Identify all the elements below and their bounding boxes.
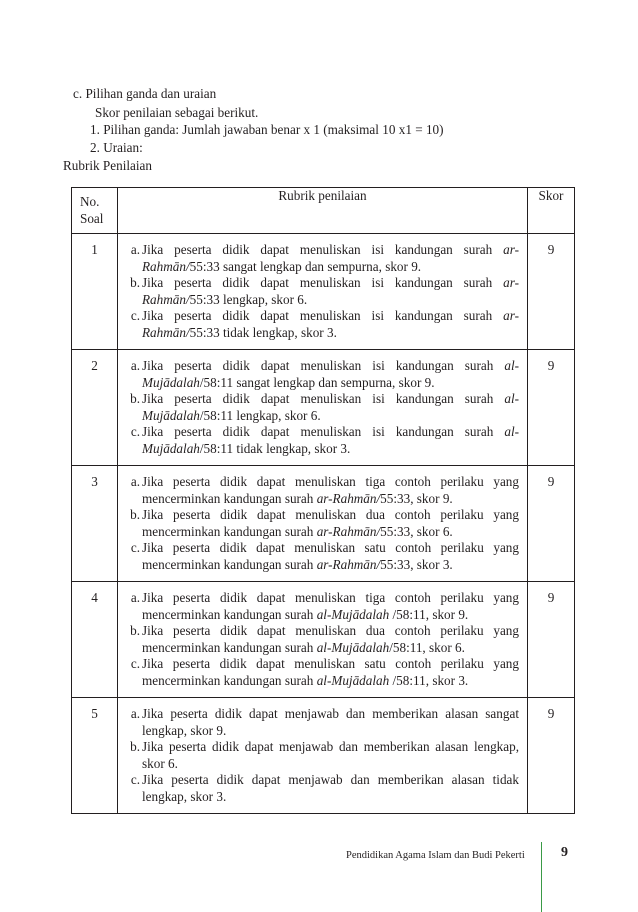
rubric-item-text-start: Jika peserta didik dapat menuliskan isi kandungan surah xyxy=(142,424,505,439)
rubric-item-marker: b. xyxy=(130,623,140,638)
rubric-cell xyxy=(118,698,528,814)
scoring-point-1: 1. Pilihan ganda: Jumlah jawaban benar x 1 (maksimal 10 x1 = 10) xyxy=(90,122,444,137)
surah-name: al-Mujādalah xyxy=(142,358,519,390)
rubric-item-text-end: 55:33 sangat lengkap dan sempurna, skor 9. xyxy=(189,258,422,274)
surah-name: al-Mujādalah xyxy=(316,639,390,655)
rubric-item-text xyxy=(142,308,519,341)
surah-name: ar-Rahmān/ xyxy=(316,490,381,506)
score-value: 9 xyxy=(528,698,575,814)
rubric-item-text-end: 55:33 tidak lengkap, skor 3. xyxy=(189,324,337,340)
question-number: 2 xyxy=(72,350,118,466)
question-number: 3 xyxy=(72,466,118,582)
rubric-item-text-start: Jika peserta didik dapat menjawab dan memberikan alasan tidak lengkap, skor 3. xyxy=(142,772,519,804)
rubric-item-text-start: Jika peserta didik dapat menuliskan isi kandungan surah xyxy=(142,242,504,257)
rubric-item-text-start: Jika peserta didik dapat menuliskan tiga contoh perilaku yang mencerminkan kandungan surah xyxy=(142,590,519,622)
footer-book-title: Pendidikan Agama Islam dan Budi Pekerti xyxy=(346,850,525,861)
rubric-item-text xyxy=(142,540,519,573)
rubric-item-text-start: Jika peserta didik dapat menuliskan dua contoh perilaku yang mencerminkan kandungan surah xyxy=(142,623,519,655)
rubric-item-text-start: Jika peserta didik dapat menuliskan isi kandungan surah xyxy=(142,275,504,290)
rubric-item xyxy=(124,308,519,341)
rubric-item-text-start: Jika peserta didik dapat menuliskan isi kandungan surah xyxy=(142,358,505,373)
surah-name: al-Mujādalah xyxy=(142,391,519,423)
rubric-item-text-start: Jika peserta didik dapat menuliskan isi kandungan surah xyxy=(142,308,504,323)
rubric-item-text xyxy=(142,424,519,457)
rubric-item-text-end: 55:33, skor 3. xyxy=(380,556,453,572)
rubric-item xyxy=(124,391,519,424)
surah-name: al-Mujādalah xyxy=(316,606,390,622)
rubric-item xyxy=(124,590,519,623)
table-header-row xyxy=(72,188,575,234)
rubric-item-text xyxy=(142,623,519,656)
surah-name: ar-Rahmān/ xyxy=(316,556,381,572)
rubric-item xyxy=(124,358,519,391)
rubric-item-text xyxy=(142,772,519,805)
rubric-item-marker: b. xyxy=(130,275,140,290)
rubric-item-text xyxy=(142,590,519,623)
rubric-cell xyxy=(118,350,528,466)
score-value: 9 xyxy=(528,582,575,698)
table-row xyxy=(72,582,575,698)
rubric-item-text xyxy=(142,275,519,308)
rubric-item-text-end: /58:11, skor 3. xyxy=(389,672,469,688)
rubric-item xyxy=(124,739,519,772)
rubric-item-text xyxy=(142,242,519,275)
question-number: 5 xyxy=(72,698,118,814)
rubric-item-text-start: Jika peserta didik dapat menuliskan isi kandungan surah xyxy=(142,391,505,406)
scoring-point-2: 2. Uraian: xyxy=(90,140,143,155)
section-heading: c. Pilihan ganda dan uraian xyxy=(73,86,217,101)
rubric-item-marker: a. xyxy=(130,358,140,373)
table-row xyxy=(72,466,575,582)
rubric-item-text xyxy=(142,358,519,391)
rubric-item-text-start: Jika peserta didik dapat menjawab dan memberikan alasan sangat lengkap, skor 9. xyxy=(142,706,519,738)
rubric-item-text-end: 55:33, skor 6. xyxy=(380,523,453,539)
rubric-item-marker: c. xyxy=(130,656,140,671)
rubric-item-marker: a. xyxy=(130,706,140,721)
rubric-item-text xyxy=(142,656,519,689)
rubric-item-marker: a. xyxy=(130,474,140,489)
rubric-item-text-start: Jika peserta didik dapat menuliskan tiga contoh perilaku yang mencerminkan kandungan surah xyxy=(142,474,519,506)
table-row xyxy=(72,350,575,466)
rubric-item-marker: b. xyxy=(130,507,140,522)
rubric-item-text-start: Jika peserta didik dapat menjawab dan memberikan alasan lengkap, skor 6. xyxy=(142,739,519,771)
rubric-cell xyxy=(118,234,528,350)
rubric-item xyxy=(124,623,519,656)
score-value: 9 xyxy=(528,234,575,350)
rubric-item-marker: c. xyxy=(130,540,140,555)
question-number: 4 xyxy=(72,582,118,698)
rubric-item xyxy=(124,656,519,689)
surah-name: ar-Rahmān/ xyxy=(142,242,519,274)
rubric-item-text-end: 55:33, skor 9. xyxy=(380,490,453,506)
rubric-item-text xyxy=(142,706,519,739)
rubric-item-text-start: Jika peserta didik dapat menuliskan satu contoh perilaku yang mencerminkan kandungan surah xyxy=(142,656,519,688)
rubric-cell xyxy=(118,582,528,698)
header-score: Skor xyxy=(528,188,575,234)
question-number: 1 xyxy=(72,234,118,350)
rubric-item-text-start: Jika peserta didik dapat menuliskan dua contoh perilaku yang mencerminkan kandungan surah xyxy=(142,507,519,539)
rubric-item-marker: c. xyxy=(130,772,140,787)
rubric-item-marker: b. xyxy=(130,739,140,754)
table-row xyxy=(72,234,575,350)
rubric-cell xyxy=(118,466,528,582)
rubric-item xyxy=(124,507,519,540)
rubric-item-text-end: /58:11 tidak lengkap, skor 3. xyxy=(199,440,351,456)
score-value: 9 xyxy=(528,466,575,582)
rubric-item-text-end: /58:11, skor 6. xyxy=(389,639,465,655)
rubric-item-text-end: /58:11 lengkap, skor 6. xyxy=(199,407,321,423)
rubric-item-text xyxy=(142,739,519,772)
header-no-soal: No. Soal xyxy=(72,188,118,234)
rubric-item-text xyxy=(142,474,519,507)
surah-name: ar-Rahmān/ xyxy=(142,308,519,340)
surah-name: ar-Rahmān/ xyxy=(316,523,381,539)
rubric-item-text-end: /58:11 sangat lengkap dan sempurna, skor 9. xyxy=(199,374,435,390)
rubric-item-text xyxy=(142,391,519,424)
rubric-item xyxy=(124,474,519,507)
rubric-item-text-end: /58:11, skor 9. xyxy=(389,606,469,622)
rubric-item xyxy=(124,706,519,739)
rubric-title: Rubrik Penilaian xyxy=(63,158,153,173)
rubric-table xyxy=(71,187,575,814)
rubric-item-marker: c. xyxy=(130,424,140,439)
page-number: 9 xyxy=(561,845,568,860)
surah-name: al-Mujādalah xyxy=(142,424,519,456)
table-body xyxy=(72,234,575,814)
footer-divider xyxy=(541,842,542,912)
score-value: 9 xyxy=(528,350,575,466)
table-row xyxy=(72,698,575,814)
rubric-item-text-end: 55:33 lengkap, skor 6. xyxy=(189,291,308,307)
rubric-item xyxy=(124,772,519,805)
header-rubric: Rubrik penilaian xyxy=(118,188,528,234)
surah-name: al-Mujādalah xyxy=(316,672,390,688)
scoring-subtext: Skor penilaian sebagai berikut. xyxy=(95,105,259,120)
surah-name: ar-Rahmān/ xyxy=(142,275,519,307)
rubric-item-marker: c. xyxy=(130,308,140,323)
rubric-item-marker: a. xyxy=(130,590,140,605)
rubric-item-text-start: Jika peserta didik dapat menuliskan satu contoh perilaku yang mencerminkan kandungan surah xyxy=(142,540,519,572)
rubric-item xyxy=(124,275,519,308)
rubric-item-marker: b. xyxy=(130,391,140,406)
rubric-item xyxy=(124,424,519,457)
rubric-item xyxy=(124,242,519,275)
rubric-item-text xyxy=(142,507,519,540)
rubric-item-marker: a. xyxy=(130,242,140,257)
rubric-item xyxy=(124,540,519,573)
